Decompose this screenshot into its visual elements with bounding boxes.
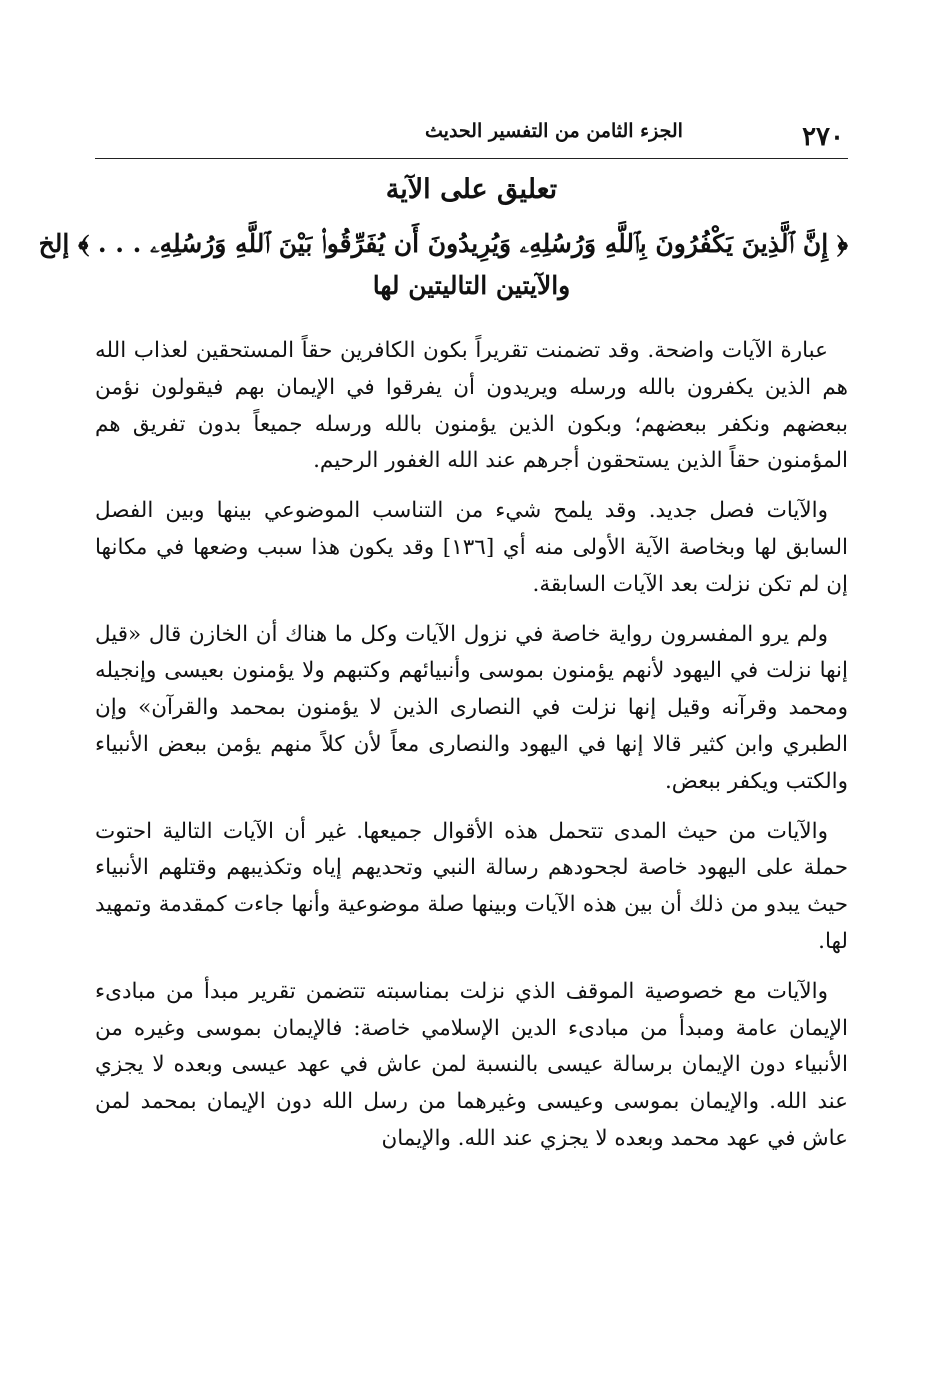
- page-header: [95, 116, 848, 159]
- paragraph: عبارة الآيات واضحة. وقد تضمنت تقريراً بكون الكافرين حقاً المستحقين لعذاب الله هم الذين يكفرون بالله ورسله ويريدون أن يفرقوا في الإيمان بهم فيقولون نؤمن ببعضهم ونكفر ببعضهم؛ وبكون الذين يؤمنون بالله ورسله جميعاً بدون تفريق هم المؤمنون حقاً الذين يستحقون أجرهم عند الله الغفور الرحيم.: [95, 338, 848, 474]
- paragraph: والآيات فصل جديد. وقد يلمح شيء من التناسب الموضوعي بينها وبين الفصل السابق لها وبخاصة الآية الأولى منه أي [١٣٦] وقد يكون هذا سبب وضعها في مكانها إن لم تكن نزلت بعد الآيات السابقة.: [95, 498, 848, 597]
- commentary-section-heading: [38, 165, 848, 307]
- paragraph: ولم يرو المفسرون رواية خاصة في نزول الآيات وكل ما هناك أن الخازن قال «قيل إنها نزلت في اليهود لأنهم يؤمنون بموسى وأنبيائهم وكتبهم ولا يؤمنون بعيسى وإنجيله ومحمد وقرآنه وقيل إنها نزلت في النصارى الذين لا يؤمنون بمحمد والقرآن» وإن الطبري وابن كثير قالا إنها في اليهود والنصارى معاً لأن كلاً منهم يؤمن ببعض الأنبياء والكتب ويكفر ببعض.: [95, 621, 848, 794]
- running-head: الجزء الثامن من التفسير الحديث: [425, 120, 683, 142]
- section-title: تعليق على الآية: [385, 174, 558, 205]
- body-text: [95, 333, 848, 1171]
- paragraph: والآيات مع خصوصية الموقف الذي نزلت بمناسبته تتضمن تقرير مبدأ من مبادىء الإيمان عامة ومبدأ من مبادىء الدين الإسلامي خاصة: فالإيمان بموسى وغيره من الأنبياء دون الإيمان برسالة عيسى بالنسبة لمن عاش في عهد عيسى وبعده لا يجزي عند الله. والإيمان بموسى وعيسى وغيرهما من رسل الله دون الإيمان بمحمد لمن عاش في عهد محمد وبعده لا يجزي عند الله. والإيمان: [95, 978, 848, 1151]
- quran-verse: ﴿ إِنَّ ٱلَّذِينَ يَكْفُرُونَ بِٱللَّهِ وَرُسُلِهِۦ وَيُرِيدُونَ أَن يُفَرِّقُوا۟ بَيْنَ ٱللَّهِ وَرُسُلِهِۦ . . . ﴾ إلخ: [38, 229, 848, 258]
- verse-continuation: والآيتين التاليتين لها: [372, 271, 571, 300]
- page-number: ٢٧٠: [802, 122, 844, 152]
- paragraph: والآيات من حيث المدى تتحمل هذه الأقوال جميعها. غير أن الآيات التالية احتوت حملة على اليهود خاصة لجحودهم رسالة النبي وتحديهم إياه وتكذيبهم وقتلهم الأنبياء حيث يبدو من ذلك أن بين هذه الآيات وبينها صلة موضوعية وأنها جاءت كمقدمة وتمهيد لها.: [95, 818, 848, 954]
